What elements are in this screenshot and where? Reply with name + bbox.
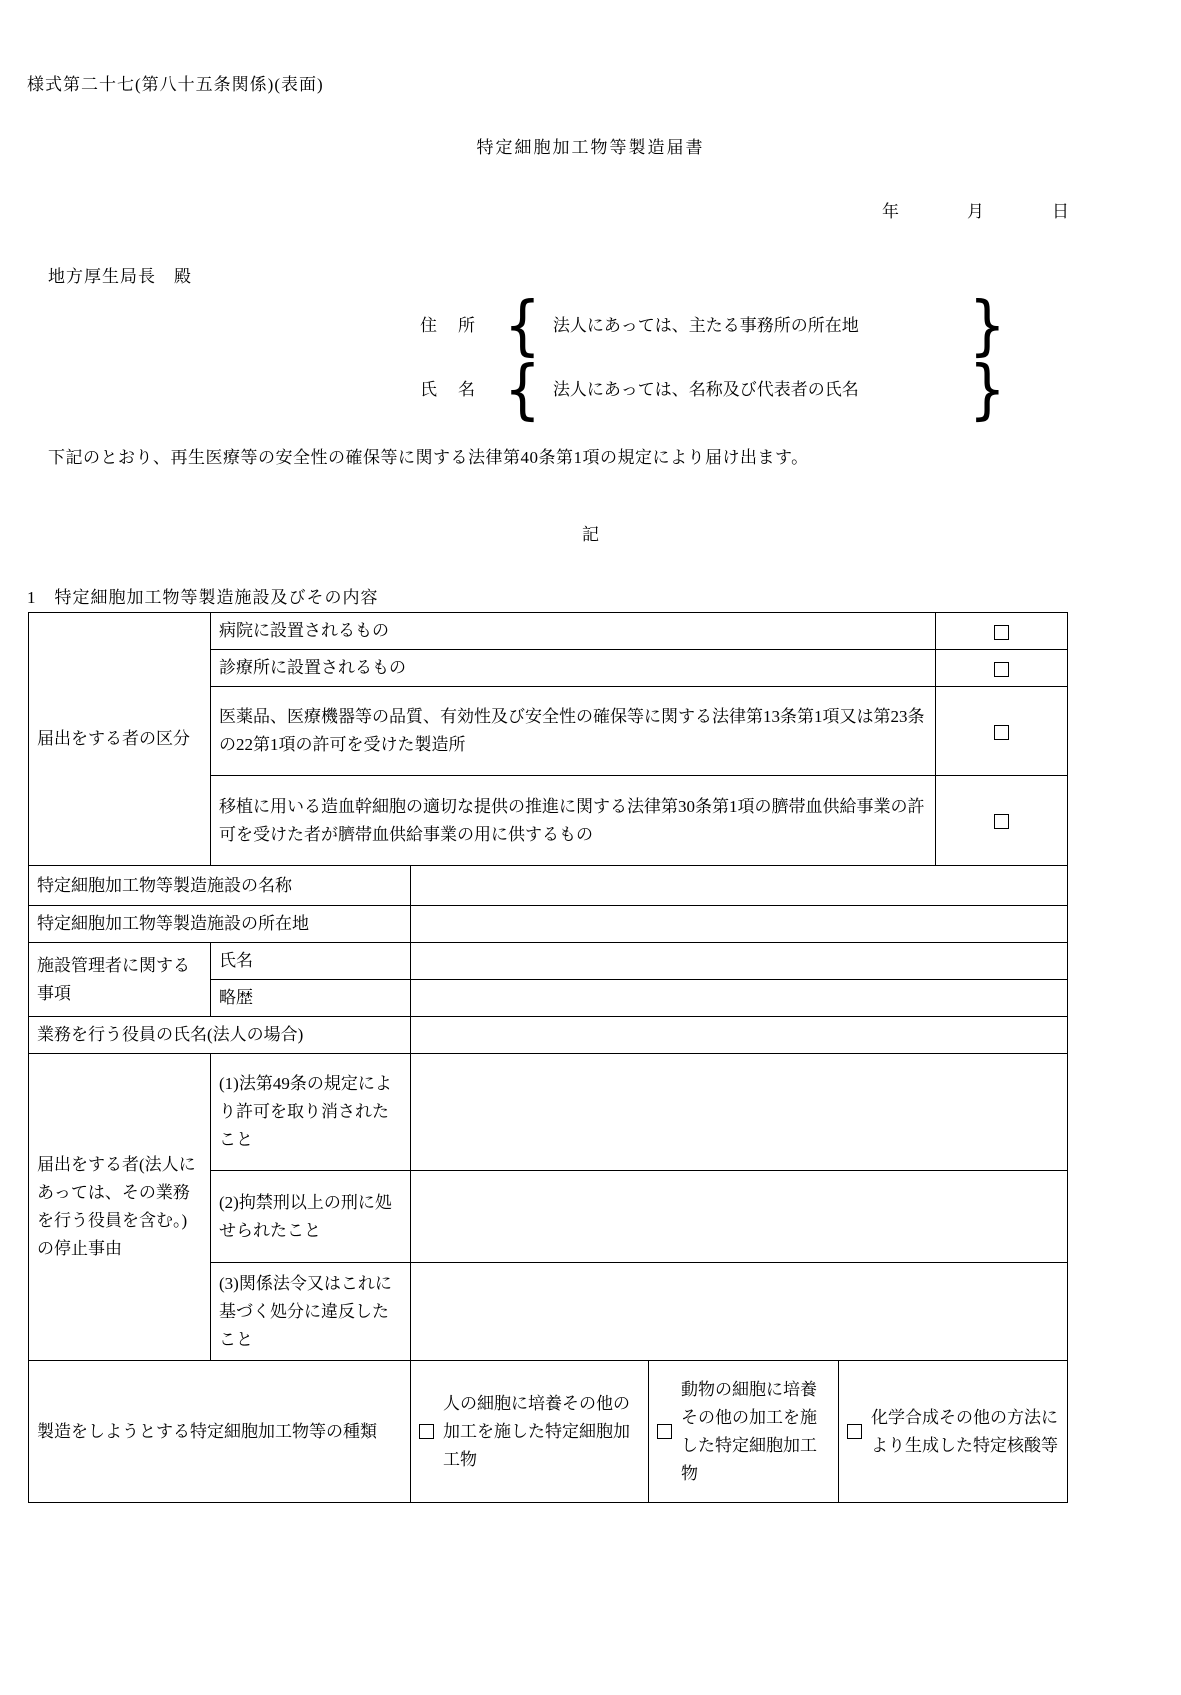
table-row xyxy=(29,906,1068,943)
declaration-text: 下記のとおり、再生医療等の安全性の確保等に関する法律第40条第1項の規定により届け出ます。 xyxy=(48,448,809,467)
address-label: 住 所 xyxy=(420,315,477,335)
product-type-human-cell xyxy=(411,1361,649,1503)
brace-close-icon: } xyxy=(968,286,1006,364)
brace-open-icon: { xyxy=(504,286,541,364)
checkbox-pmd-act[interactable] xyxy=(994,725,1009,740)
manager-career-label-cell: 略歴 xyxy=(211,980,411,1017)
table-row xyxy=(29,943,1068,980)
facility-address-label-cell: 特定細胞加工物等製造施設の所在地 xyxy=(29,906,411,943)
address-row xyxy=(420,286,1181,364)
checkbox-clinic[interactable] xyxy=(994,662,1009,677)
suspension-label-cell: 届出をする者(法人にあっては、その業務を行う役員を含む。)の停止事由 xyxy=(29,1054,211,1361)
addressee: 地方厚生局長 殿 xyxy=(48,267,192,286)
category-item-hospital: 病院に設置されるもの xyxy=(211,613,936,650)
address-block xyxy=(420,286,1181,428)
product-type-label-cell: 製造をしようとする特定細胞加工物等の種類 xyxy=(29,1361,411,1503)
checkbox-human-cell[interactable] xyxy=(419,1424,434,1439)
product-type-nucleic-acid-label: 化学合成その他の方法により生成した特定核酸等 xyxy=(871,1407,1058,1455)
section1-heading: 1 特定細胞加工物等製造施設及びその内容 xyxy=(27,588,379,607)
officers-input-cell[interactable] xyxy=(411,1017,1068,1054)
form-code: 様式第二十七(第八十五条関係)(表面) xyxy=(27,75,324,94)
facility-address-input-cell[interactable] xyxy=(411,906,1068,943)
manager-label-cell: 施設管理者に関する事項 xyxy=(29,943,211,1017)
category-item-pmd-act: 医薬品、医療機器等の品質、有効性及び安全性の確保等に関する法律第13条第1項又は第23条の22第1項の許可を受けた製造所 xyxy=(211,687,936,776)
category-checkbox-cell xyxy=(936,776,1068,866)
suspension-item-1-label-cell: (1)法第49条の規定により許可を取り消されたこと xyxy=(211,1054,411,1171)
name-note: 法人にあっては、名称及び代表者の氏名 xyxy=(552,379,859,399)
facility-name-label-cell: 特定細胞加工物等製造施設の名称 xyxy=(29,866,411,906)
date-line xyxy=(0,203,1181,220)
table-row xyxy=(29,1017,1068,1054)
manufacturing-facility-table xyxy=(28,612,1068,1503)
category-checkbox-cell xyxy=(936,687,1068,776)
suspension-item-2-label-cell: (2)拘禁刑以上の刑に処せられたこと xyxy=(211,1171,411,1263)
address-note: 法人にあっては、主たる事務所の所在地 xyxy=(552,315,859,335)
suspension-item-2-input-cell[interactable] xyxy=(411,1171,1068,1263)
category-checkbox-cell xyxy=(936,613,1068,650)
suspension-item-1-input-cell[interactable] xyxy=(411,1054,1068,1171)
officers-label-cell: 業務を行う役員の氏名(法人の場合) xyxy=(29,1017,411,1054)
manager-career-input-cell[interactable] xyxy=(411,980,1068,1017)
date-year-label: 年 xyxy=(882,202,899,221)
checkbox-cord-blood[interactable] xyxy=(994,814,1009,829)
brace-close-icon: } xyxy=(968,350,1006,428)
category-label-cell: 届出をする者の区分 xyxy=(29,613,211,866)
checkbox-hospital[interactable] xyxy=(994,625,1009,640)
category-item-cord-blood: 移植に用いる造血幹細胞の適切な提供の推進に関する法律第30条第1項の臍帯血供給事業の許可を受けた者が臍帯血供給事業の用に供するもの xyxy=(211,776,936,866)
date-day-label: 日 xyxy=(1052,202,1069,221)
ki-heading: 記 xyxy=(582,525,599,544)
table-row xyxy=(29,613,1068,650)
checkbox-animal-cell[interactable] xyxy=(657,1424,672,1439)
product-type-nucleic-acid-cell xyxy=(839,1361,1068,1503)
manager-name-input-cell[interactable] xyxy=(411,943,1068,980)
name-row xyxy=(420,350,1181,428)
table-row xyxy=(29,1361,1068,1503)
product-type-animal-label: 動物の細胞に培養その他の加工を施した特定細胞加工物 xyxy=(681,1379,817,1483)
category-checkbox-cell xyxy=(936,650,1068,687)
product-type-animal-cell xyxy=(649,1361,839,1503)
suspension-item-3-input-cell[interactable] xyxy=(411,1263,1068,1361)
table-row xyxy=(29,1054,1068,1171)
form-title: 特定細胞加工物等製造届書 xyxy=(476,138,705,157)
checkbox-nucleic-acid[interactable] xyxy=(847,1424,862,1439)
date-month-label: 月 xyxy=(967,202,984,221)
product-type-human-label: 人の細胞に培養その他の加工を施した特定細胞加工物 xyxy=(443,1393,630,1469)
suspension-item-3-label-cell: (3)関係法令又はこれに基づく処分に違反したこと xyxy=(211,1263,411,1361)
table-row xyxy=(29,866,1068,906)
manager-name-label-cell: 氏名 xyxy=(211,943,411,980)
name-label: 氏 名 xyxy=(420,379,477,399)
category-item-clinic: 診療所に設置されるもの xyxy=(211,650,936,687)
facility-name-input-cell[interactable] xyxy=(411,866,1068,906)
brace-open-icon: { xyxy=(504,350,541,428)
